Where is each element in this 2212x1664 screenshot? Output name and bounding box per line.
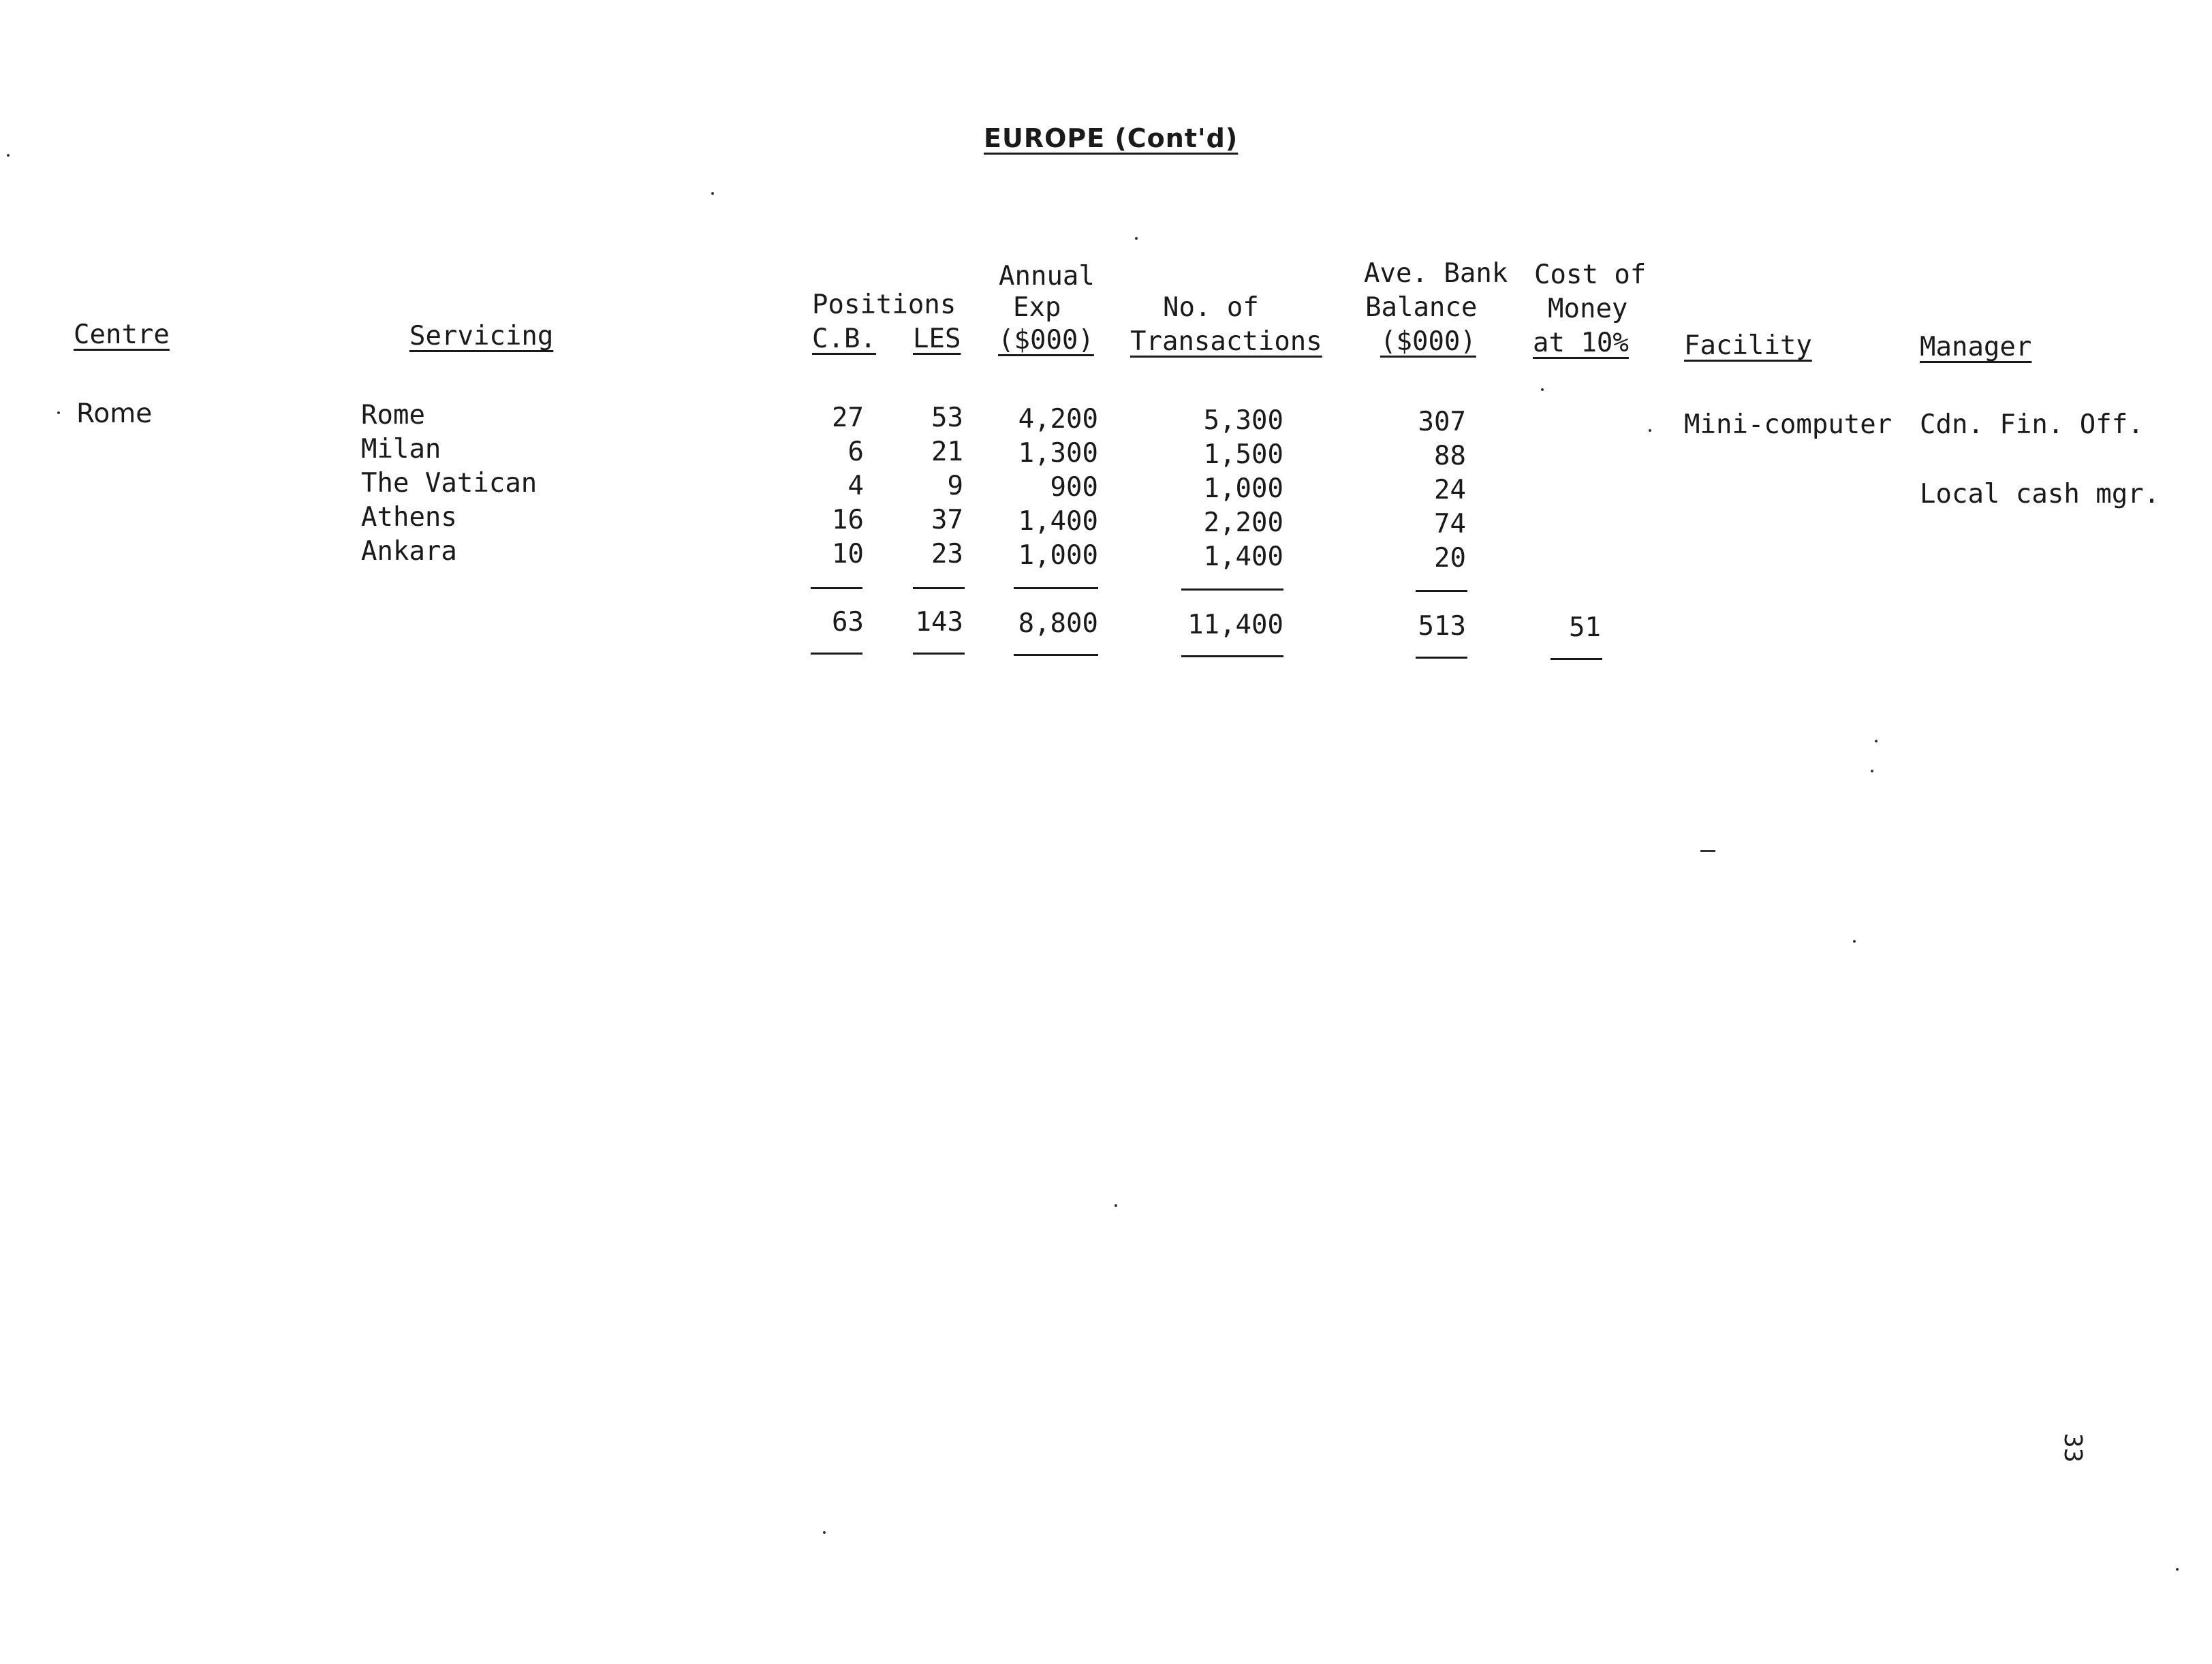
row-servicing: Milan — [361, 434, 441, 465]
header-cost-3: at 10% — [1533, 328, 1629, 358]
scan-speck — [1853, 940, 1856, 943]
total-rule — [811, 653, 862, 655]
scan-speck — [823, 1531, 826, 1534]
row-les: 23 — [931, 539, 963, 569]
row-cb: 6 — [847, 437, 864, 467]
header-manager: Manager — [1920, 332, 2032, 362]
centre-name: Rome — [76, 398, 153, 429]
row-exp: 1,000 — [1018, 540, 1098, 571]
row-transactions: 1,000 — [1203, 473, 1283, 504]
header-les: LES — [913, 324, 961, 354]
header-facility: Facility — [1684, 330, 1812, 361]
subtotal-rule — [1181, 588, 1283, 591]
scan-speck — [1700, 850, 1715, 852]
row-les: 21 — [931, 437, 963, 467]
scan-speck — [2176, 1568, 2179, 1571]
scan-speck — [1875, 740, 1878, 742]
total-exp: 8,800 — [1018, 608, 1098, 639]
row-cb: 10 — [832, 539, 864, 569]
scan-speck — [1541, 388, 1544, 391]
header-centre: Centre — [74, 319, 170, 350]
header-transactions-1: No. of — [1163, 292, 1259, 323]
page-number: 33 — [2059, 1433, 2087, 1463]
subtotal-rule — [1014, 587, 1098, 589]
row-exp: 4,200 — [1018, 404, 1098, 435]
scan-speck — [1115, 1204, 1117, 1207]
row-servicing: Athens — [361, 502, 457, 533]
row-transactions: 1,400 — [1203, 541, 1283, 572]
total-les: 143 — [915, 607, 963, 638]
header-balance-3: ($000) — [1380, 326, 1476, 357]
row-facility: Mini-computer — [1684, 409, 1892, 440]
header-positions: Positions — [812, 289, 956, 320]
scan-speck — [57, 411, 60, 414]
row-balance: 307 — [1418, 407, 1466, 437]
scan-speck — [7, 154, 10, 157]
scan-speck — [1649, 429, 1651, 432]
header-cost-1: Cost of — [1534, 260, 1647, 290]
total-rule — [1181, 655, 1283, 657]
subtotal-rule — [1416, 590, 1467, 592]
row-transactions: 5,300 — [1203, 405, 1283, 436]
header-annual-exp-1: Annual — [999, 261, 1095, 292]
scan-speck — [1871, 770, 1873, 772]
header-transactions-2: Transactions — [1130, 326, 1322, 357]
total-cb: 63 — [832, 607, 864, 638]
header-servicing: Servicing — [409, 321, 554, 351]
row-exp: 1,400 — [1018, 506, 1098, 537]
row-servicing: The Vatican — [361, 468, 538, 499]
subtotal-rule — [811, 587, 862, 589]
row-cb: 27 — [832, 403, 864, 433]
header-cost-2: Money — [1548, 294, 1628, 324]
total-rule — [1551, 658, 1602, 660]
row-servicing: Ankara — [361, 536, 457, 567]
row-balance: 74 — [1434, 509, 1466, 539]
row-les: 9 — [947, 471, 963, 501]
row-transactions: 2,200 — [1203, 507, 1283, 538]
total-cost: 51 — [1569, 612, 1601, 643]
header-balance-1: Ave. Bank — [1364, 258, 1508, 289]
row-manager: Local cash mgr. — [1920, 479, 2160, 509]
header-annual-exp-3: ($000) — [998, 325, 1094, 356]
row-balance: 20 — [1434, 543, 1466, 574]
row-balance: 88 — [1434, 441, 1466, 471]
subtotal-rule — [913, 587, 965, 589]
total-balance: 513 — [1418, 611, 1466, 642]
total-rule — [913, 653, 965, 655]
total-rule — [1014, 654, 1098, 656]
scan-speck — [1135, 237, 1138, 240]
header-annual-exp-2: Exp — [1013, 292, 1061, 323]
total-transactions: 11,400 — [1187, 610, 1283, 640]
header-balance-2: Balance — [1365, 292, 1478, 323]
header-cb: C.B. — [812, 324, 876, 354]
row-servicing: Rome — [361, 400, 425, 430]
row-exp: 900 — [1050, 472, 1098, 503]
row-balance: 24 — [1434, 475, 1466, 505]
row-manager: Cdn. Fin. Off. — [1920, 409, 2144, 440]
total-rule — [1416, 657, 1467, 659]
row-les: 53 — [931, 403, 963, 433]
row-transactions: 1,500 — [1203, 439, 1283, 470]
row-les: 37 — [931, 505, 963, 535]
row-cb: 4 — [847, 471, 864, 501]
page-title: EUROPE (Cont'd) — [984, 123, 1239, 153]
row-exp: 1,300 — [1018, 438, 1098, 469]
scan-speck — [711, 192, 714, 195]
row-cb: 16 — [832, 505, 864, 535]
